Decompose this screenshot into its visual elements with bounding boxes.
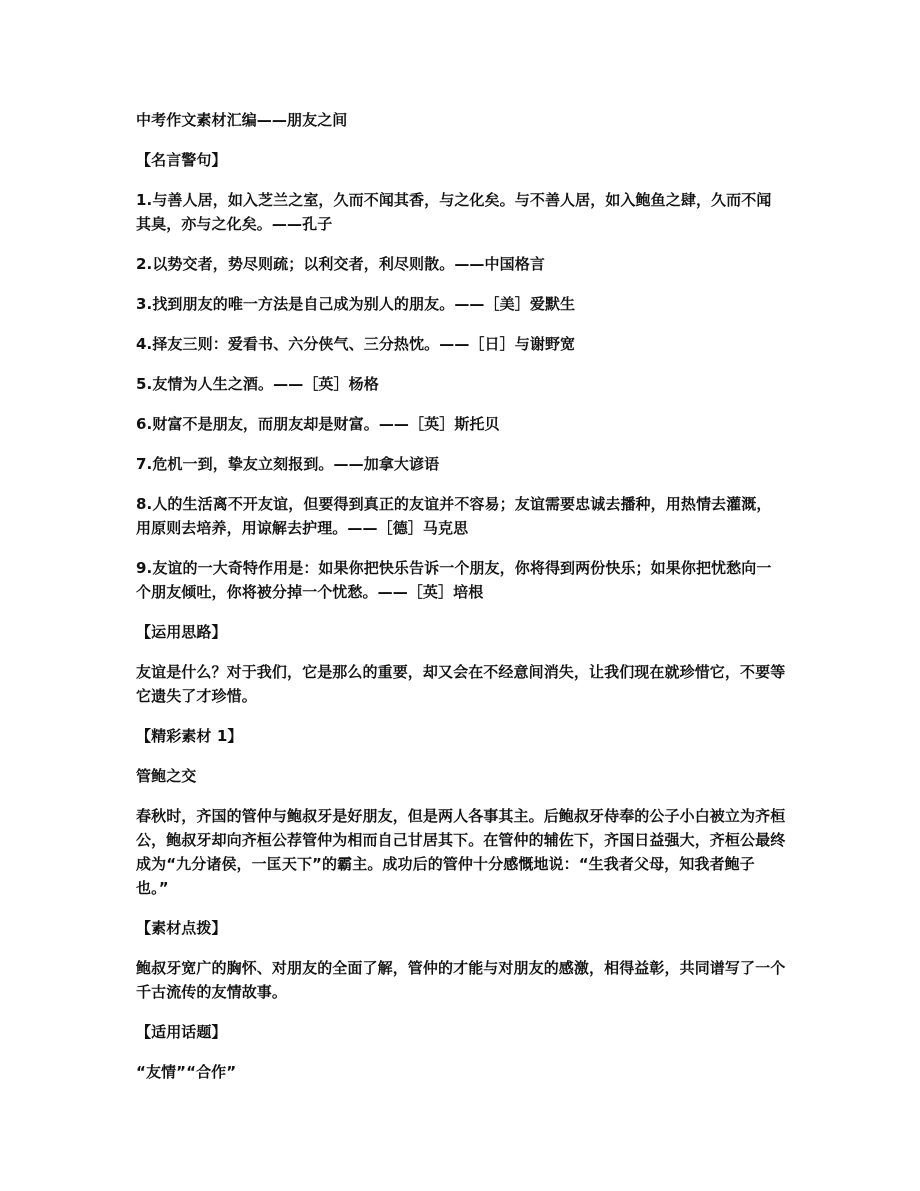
quotes-heading: 【名言警句】 <box>136 151 227 169</box>
tips-heading: 【素材点拨】 <box>136 919 227 937</box>
quote-item: 4.择友三则：爱看书、六分侠气、三分热忱。——［日］与谢野宽 <box>136 335 576 353</box>
quote-item: 5.友情为人生之酒。——［英］杨格 <box>136 375 379 393</box>
material-text: 春秋时，齐国的管仲与鲍叔牙是好朋友，但是两人各事其主。后鲍叔牙侍奉的公子小白被立为齐桓公，鲍叔牙却向齐桓公荐管仲为相而自己甘居其下。在管仲的辅佐下，齐国日益强大，齐桓公最终成为“九分诸侯，一匡天下”的霸主。成功后的管仲十分感慨地说：“生我者父母，知我者鲍子也。” <box>136 807 786 897</box>
quote-item: 3.找到朋友的唯一方法是自己成为别人的朋友。——［美］爱默生 <box>136 295 576 313</box>
topics-heading: 【适用话题】 <box>136 1023 227 1041</box>
tips-text: 鲍叔牙宽广的胸怀、对朋友的全面了解，管仲的才能与对朋友的感激，相得益彰，共同谱写了一个千古流传的友情故事。 <box>136 959 786 1001</box>
quote-item: 1.与善人居，如入芝兰之室，久而不闻其香，与之化矣。与不善人居，如入鲍鱼之肆，久而不闻其臭，亦与之化矣。——孔子 <box>136 191 772 233</box>
quote-item: 8.人的生活离不开友谊，但要得到真正的友谊并不容易；友谊需要忠诚去播种，用热情去灌溉，用原则去培养，用谅解去护理。——［德］马克思 <box>136 495 772 537</box>
topics-text: “友情”“合作” <box>136 1063 237 1081</box>
usage-text: 友谊是什么？对于我们，它是那么的重要，却又会在不经意间消失，让我们现在就珍惜它，不要等它遗失了才珍惜。 <box>136 663 786 705</box>
quote-item: 9.友谊的一大奇特作用是：如果你把快乐告诉一个朋友，你将得到两份快乐；如果你把忧愁向一个朋友倾吐，你将被分掉一个忧愁。——［英］培根 <box>136 559 772 601</box>
usage-heading: 【运用思路】 <box>136 623 227 641</box>
quote-item: 7.危机一到，挚友立刻报到。——加拿大谚语 <box>136 455 440 473</box>
material-heading: 【精彩素材 1】 <box>136 727 243 745</box>
quote-item: 6.财富不是朋友，而朋友却是财富。——［英］斯托贝 <box>136 415 500 433</box>
document-title: 中考作文素材汇编——朋友之间 <box>136 111 348 129</box>
quote-item: 2.以势交者，势尽则疏；以利交者，利尽则散。——中国格言 <box>136 255 545 273</box>
document-page <box>136 108 786 1100</box>
material-title: 管鲍之交 <box>136 767 197 785</box>
